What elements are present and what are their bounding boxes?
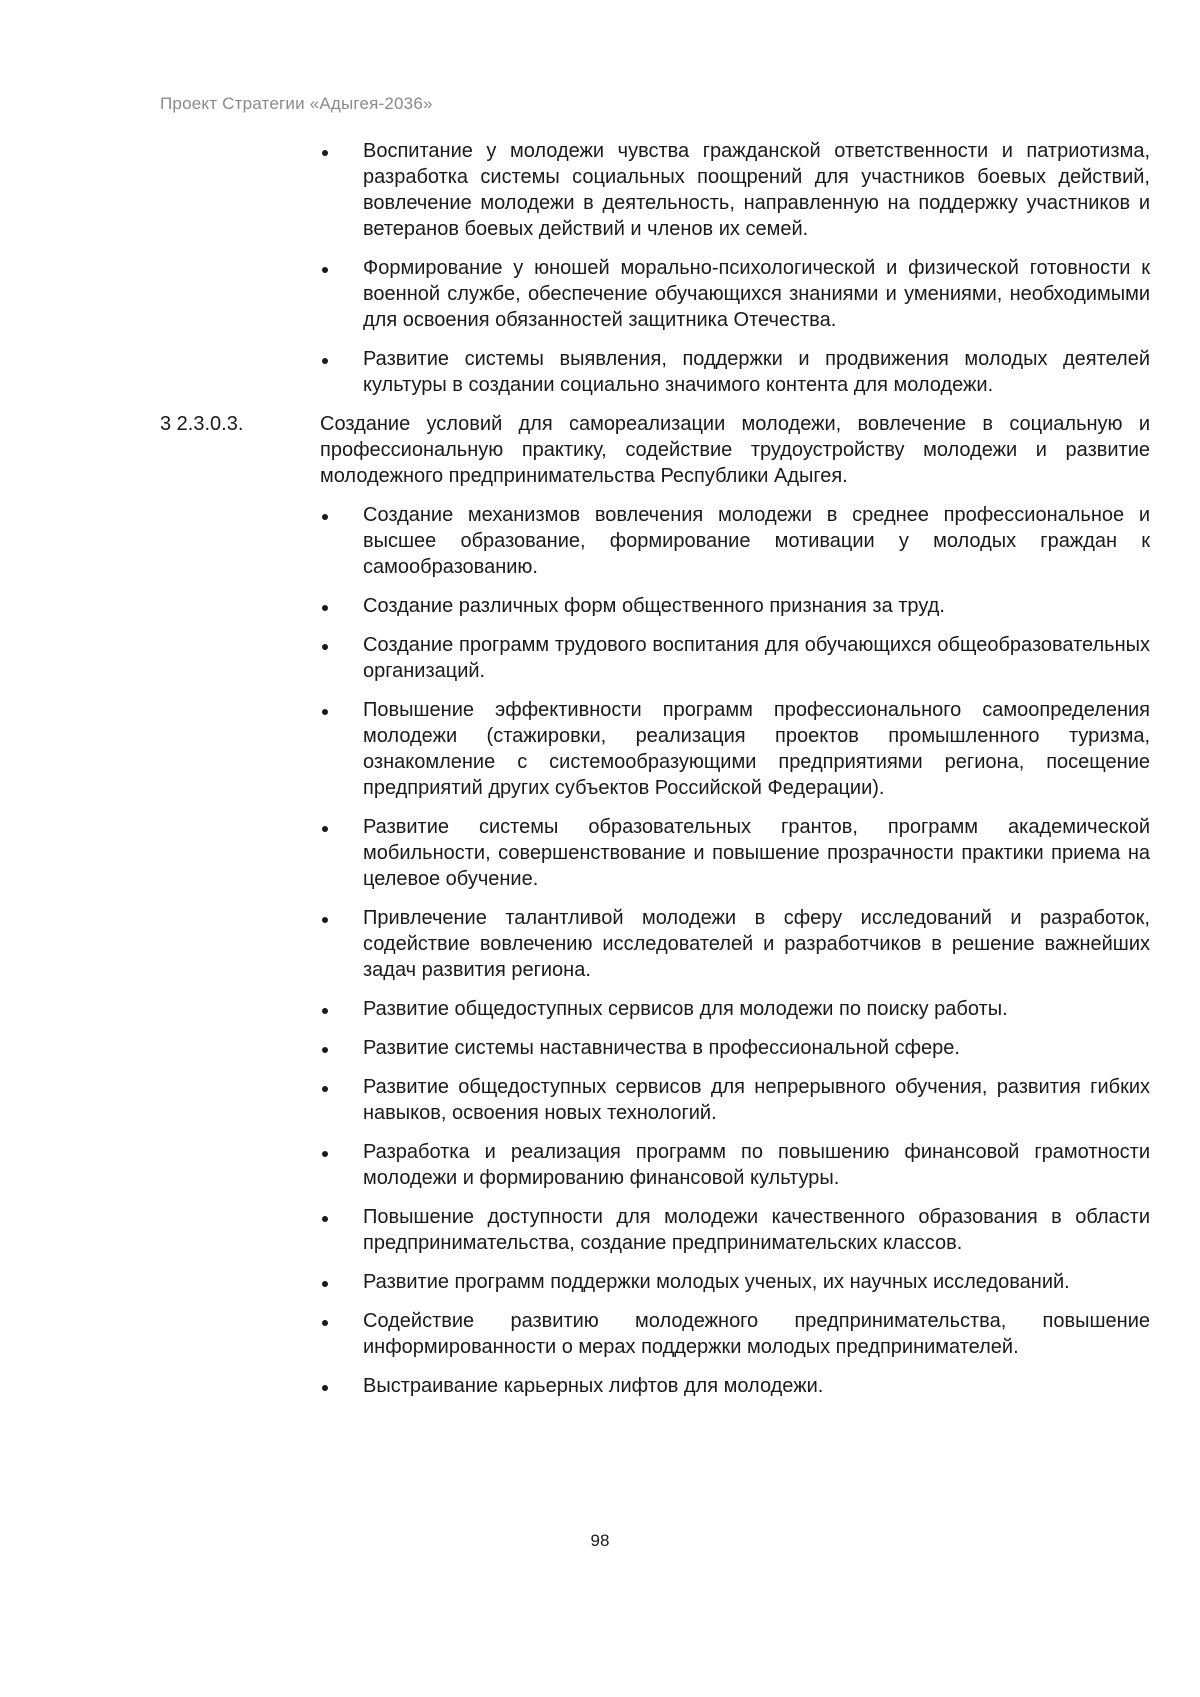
bullet-list-top	[160, 138, 1150, 398]
bullet-dot-icon	[322, 1151, 328, 1157]
bullet-item	[160, 905, 1150, 983]
bullet-dot-icon	[322, 644, 328, 650]
bullet-dot-icon	[322, 917, 328, 923]
bullet-text: Развитие программ поддержки молодых ученых, их научных исследований.	[363, 1271, 1070, 1293]
bullet-item	[160, 996, 1150, 1022]
bullet-text: Развитие системы наставничества в профессиональной сфере.	[363, 1037, 960, 1059]
bullet-item	[160, 1373, 1150, 1399]
bullet-dot-icon	[322, 1086, 328, 1092]
bullet-text: Развитие системы образовательных грантов, программ академической мобильности, совершенствование и повышение прозрачности практики приема на целевое обучение.	[363, 816, 1150, 890]
page-number: 98	[590, 1531, 610, 1550]
bullet-dot-icon	[322, 826, 328, 832]
bullet-dot-icon	[322, 1385, 328, 1391]
bullet-dot-icon	[322, 1320, 328, 1326]
running-header: Проект Стратегии «Адыгея-2036»	[160, 94, 433, 113]
bullet-text: Развитие системы выявления, поддержки и продвижения молодых деятелей культуры в создании социально значимого контента для молодежи.	[363, 348, 1150, 396]
bullet-item	[160, 632, 1150, 684]
bullet-item	[160, 697, 1150, 801]
bullet-dot-icon	[322, 709, 328, 715]
bullet-dot-icon	[322, 605, 328, 611]
bullet-dot-icon	[322, 267, 328, 273]
bullet-text: Создание механизмов вовлечения молодежи в среднее профессиональное и высшее образование, формирование мотивации у молодых граждан к самообразованию.	[363, 504, 1150, 578]
bullet-dot-icon	[322, 1008, 328, 1014]
bullet-item	[160, 346, 1150, 398]
bullet-text: Создание различных форм общественного признания за труд.	[363, 595, 945, 617]
section-paragraph	[160, 411, 1150, 489]
bullet-item	[160, 1139, 1150, 1191]
bullet-text: Воспитание у молодежи чувства гражданской ответственности и патриотизма, разработка системы социальных поощрений для участников боевых действий, вовлечение молодежи в деятельность, направленную на поддержку участников и ветеранов боевых действий и членов их семей.	[363, 140, 1150, 240]
bullet-item	[160, 138, 1150, 242]
bullet-text: Развитие общедоступных сервисов для молодежи по поиску работы.	[363, 998, 1008, 1020]
bullet-item	[160, 1308, 1150, 1360]
page-content	[160, 138, 1150, 1412]
bullet-dot-icon	[322, 1047, 328, 1053]
bullet-text: Разработка и реализация программ по повышению финансовой грамотности молодежи и формированию финансовой культуры.	[363, 1141, 1150, 1189]
bullet-text: Повышение доступности для молодежи качественного образования в области предпринимательства, создание предпринимательских классов.	[363, 1206, 1150, 1254]
bullet-dot-icon	[322, 1216, 328, 1222]
bullet-list-bottom	[160, 502, 1150, 1399]
bullet-item	[160, 1269, 1150, 1295]
bullet-text: Создание программ трудового воспитания для обучающихся общеобразовательных организаций.	[363, 634, 1150, 682]
bullet-item	[160, 255, 1150, 333]
bullet-dot-icon	[322, 514, 328, 520]
bullet-dot-icon	[322, 358, 328, 364]
bullet-item	[160, 1035, 1150, 1061]
bullet-item	[160, 814, 1150, 892]
bullet-text: Повышение эффективности программ профессионального самоопределения молодежи (стажировки, реализация проектов промышленного туризма, ознакомление с системообразующими предприятиями региона, посещение предприятий других субъектов Российской Федерации).	[363, 699, 1150, 799]
section-number: 3 2.3.0.3.	[160, 413, 244, 435]
bullet-dot-icon	[322, 150, 328, 156]
bullet-item	[160, 593, 1150, 619]
bullet-dot-icon	[322, 1281, 328, 1287]
bullet-item	[160, 1204, 1150, 1256]
bullet-item	[160, 502, 1150, 580]
bullet-text: Выстраивание карьерных лифтов для молодежи.	[363, 1375, 824, 1397]
bullet-item	[160, 1074, 1150, 1126]
bullet-text: Привлечение талантливой молодежи в сферу исследований и разработок, содействие вовлечению исследователей и разработчиков в решение важнейших задач развития региона.	[363, 907, 1150, 981]
bullet-text: Развитие общедоступных сервисов для непрерывного обучения, развития гибких навыков, освоения новых технологий.	[363, 1076, 1150, 1124]
bullet-text: Содействие развитию молодежного предпринимательства, повышение информированности о мерах поддержки молодых предпринимателей.	[363, 1310, 1150, 1358]
section-text: Создание условий для самореализации молодежи, вовлечение в социальную и профессиональную практику, содействие трудоустройству молодежи и развитие молодежного предпринимательства Республики Адыгея.	[320, 413, 1150, 487]
bullet-text: Формирование у юношей морально-психологической и физической готовности к военной службе, обеспечение обучающихся знаниями и умениями, необходимыми для освоения обязанностей защитника Отечества.	[363, 257, 1150, 331]
